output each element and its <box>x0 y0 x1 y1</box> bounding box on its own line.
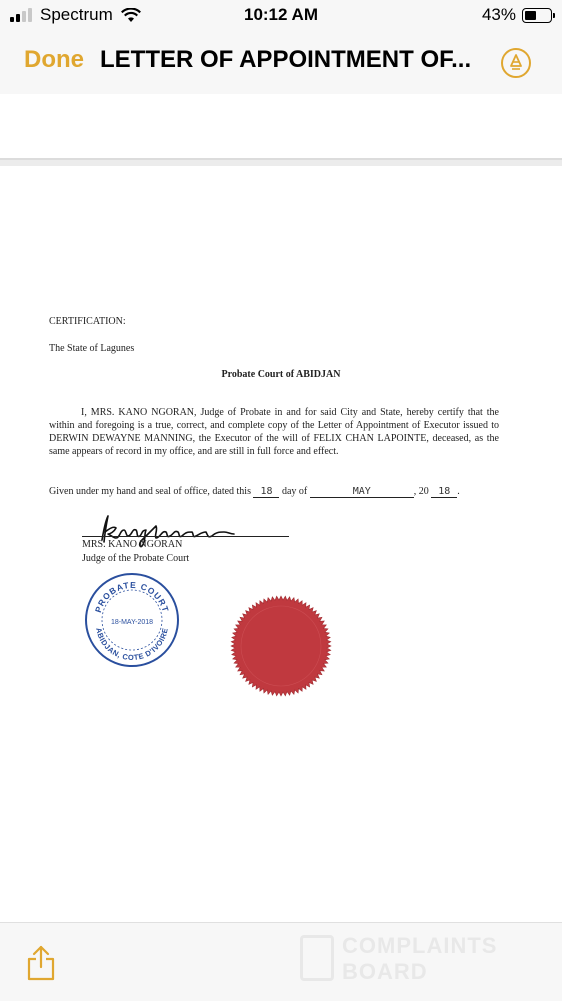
year-field: 18 <box>431 486 457 498</box>
document-title: LETTER OF APPOINTMENT OF... <box>100 46 472 73</box>
certification-heading: CERTIFICATION: <box>49 316 126 327</box>
court-name: Probate Court of ABIDJAN <box>221 369 341 380</box>
year-suffix: . <box>457 486 460 497</box>
nav-bar <box>0 32 562 94</box>
previous-page <box>0 94 562 160</box>
given-line <box>49 486 460 498</box>
year-prefix: , 20 <box>413 486 429 497</box>
day-of-label: day of <box>281 486 308 497</box>
watermark-line2: BOARD <box>342 959 428 984</box>
status-bar <box>0 0 562 32</box>
watermark-line1: COMPLAINTS <box>342 933 498 958</box>
day-field: 18 <box>253 486 279 498</box>
carrier-label: Spectrum <box>40 5 113 24</box>
share-icon[interactable] <box>26 945 56 981</box>
certification-paragraph <box>49 406 499 458</box>
month-field: MAY <box>310 486 414 498</box>
watermark-logo-icon <box>300 935 334 981</box>
paragraph-text: I, MRS. KANO NGORAN, Judge of Probate in and for said City and State, hereby certify that the within and foregoing is a true, correct, and complete copy of the Letter of Appointment of Executor issued to DERWIN DEWAYNE MANNING, the Executor of the will of FELIX CHAN LAPOINTE, deceased, as the same appears of record in my office, and are still in full force and effect. <box>49 407 499 457</box>
certification-document <box>0 166 562 922</box>
probate-court-stamp <box>84 572 180 668</box>
stamp-date: 18-MAY-2018 <box>110 619 154 626</box>
complaints-board-watermark <box>300 933 520 989</box>
battery-icon <box>522 8 552 23</box>
battery-percent: 43% <box>481 5 516 24</box>
red-seal <box>229 594 333 698</box>
svg-text:PROBATE COURT <box>93 580 171 614</box>
bottom-toolbar <box>0 922 562 1001</box>
judge-name: MRS. KANO NGORAN <box>82 539 183 550</box>
state-line: The State of Lagunes <box>49 343 135 354</box>
judge-title: Judge of the Probate Court <box>82 553 190 564</box>
markup-pen-icon[interactable] <box>501 48 531 78</box>
signature-line <box>82 536 289 537</box>
stamp-top-text: PROBATE COURT <box>92 579 172 614</box>
document-page[interactable] <box>0 166 562 922</box>
done-button[interactable]: Done <box>24 46 84 73</box>
stamp-bottom-text: ABIDJAN, COTE D'IVOIRE <box>94 626 170 663</box>
status-right <box>482 5 552 25</box>
status-time: 10:12 AM <box>243 5 318 24</box>
given-prefix: Given under my hand and seal of office, dated this <box>49 486 251 497</box>
